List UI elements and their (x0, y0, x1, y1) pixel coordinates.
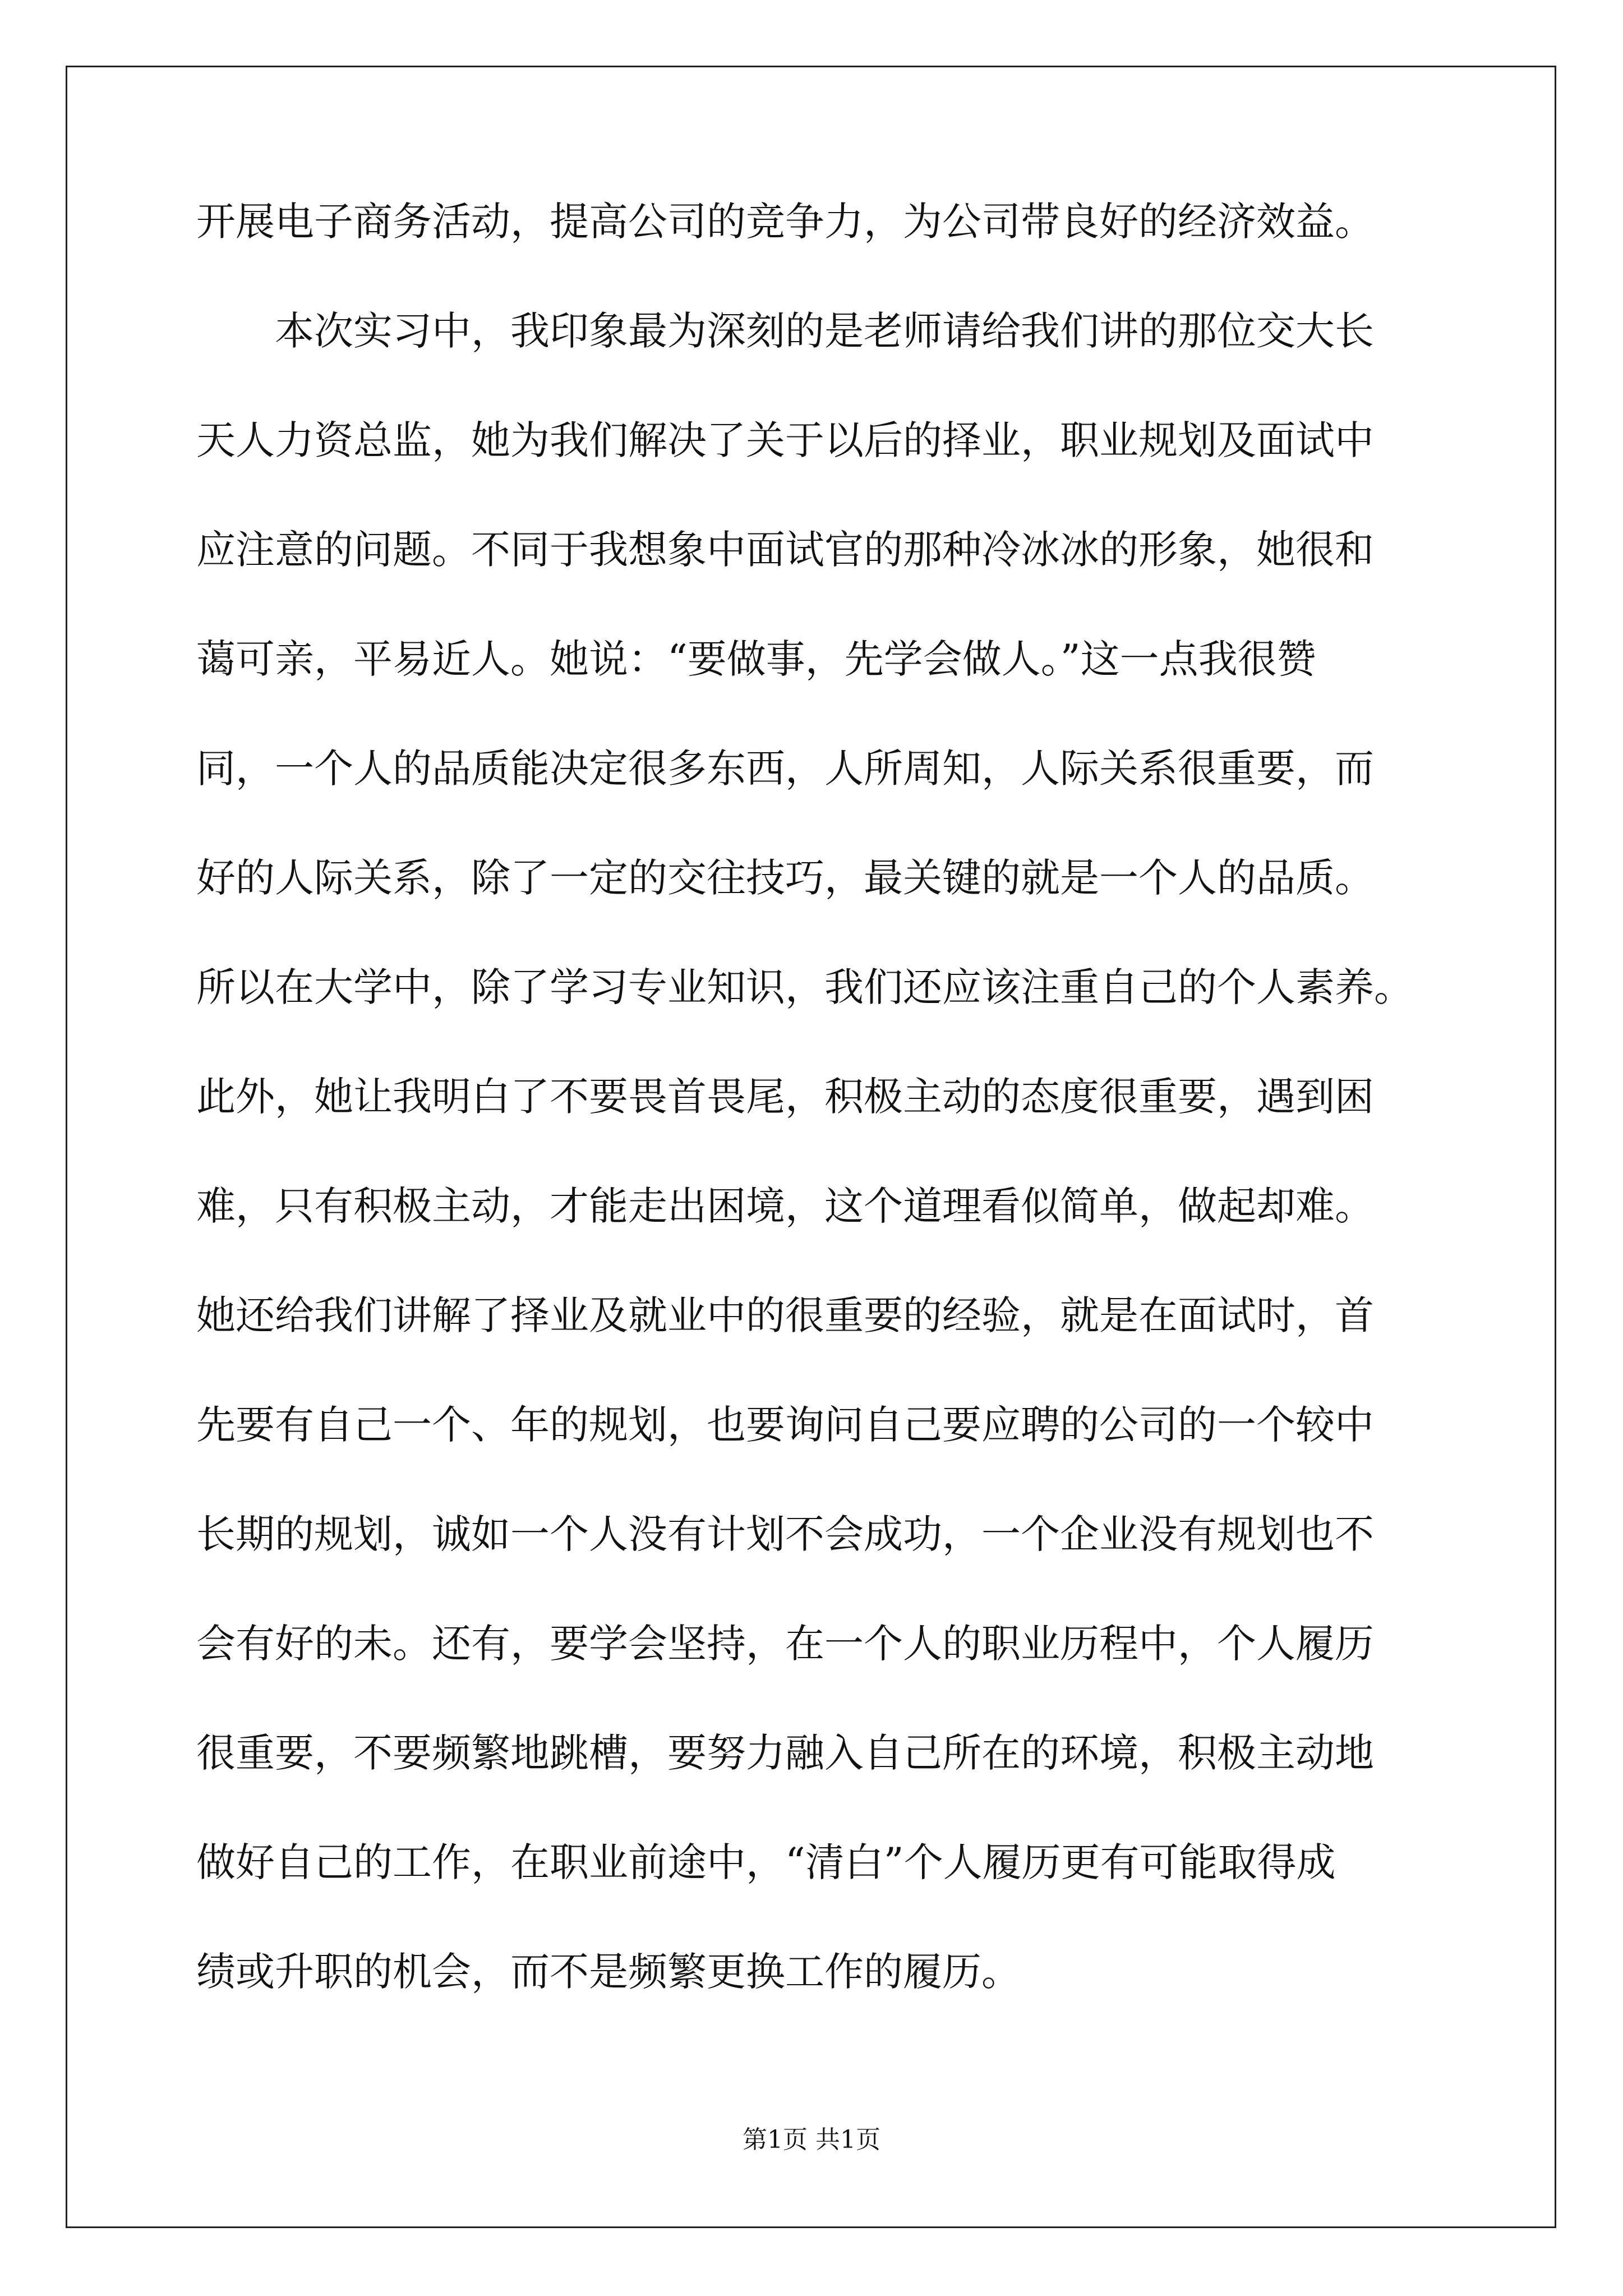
text-line: 难，只有积极主动，才能走出困境，这个道理看似简单，做起却难。 (196, 1183, 1374, 1229)
text-line: 她还给我们讲解了择业及就业中的很重要的经验，就是在面试时，首 (196, 1292, 1374, 1338)
text-line: 会有好的未。还有，要学会坚持，在一个人的职业历程中，个人履历 (196, 1621, 1374, 1667)
text-line: 绩或升职的机会，而不是频繁更换工作的履历。 (196, 1949, 1021, 1995)
text-line: 所以在大学中，除了学习专业知识，我们还应该注重自己的个人素养。 (196, 964, 1413, 1010)
text-line: 天人力资总监，她为我们解决了关于以后的择业，职业规划及面试中 (196, 417, 1374, 463)
text-line: 开展电子商务活动，提高公司的竞争力，为公司带良好的经济效益。 (196, 199, 1374, 245)
text-line: 好的人际关系，除了一定的交往技巧，最关键的就是一个人的品质。 (196, 855, 1374, 901)
text-line: 此外，她让我明白了不要畏首畏尾，积极主动的态度很重要，遇到困 (196, 1074, 1374, 1120)
text-line: 同，一个人的品质能决定很多东西，人所周知，人际关系很重要，而 (196, 746, 1374, 792)
text-line: 应注意的问题。不同于我想象中面试官的那种冷冰冰的形象，她很和 (196, 527, 1374, 573)
text-line: 蔼可亲，平易近人。她说：“要做事，先学会做人。”这一点我很赞 (196, 636, 1316, 682)
text-line: 长期的规划，诚如一个人没有计划不会成功，一个企业没有规划也不 (196, 1511, 1374, 1557)
text-line: 先要有自己一个、年的规划，也要询问自己要应聘的公司的一个较中 (196, 1402, 1374, 1448)
paragraph-first-line: 本次实习中，我印象最为深刻的是老师请给我们讲的那位交大长 (275, 308, 1374, 354)
text-line: 很重要，不要频繁地跳槽，要努力融入自己所在的环境，积极主动地 (196, 1730, 1374, 1776)
page-number-footer: 第1页 共1页 (743, 2125, 880, 2154)
text-line: 做好自己的工作，在职业前途中，“清白”个人履历更有可能取得成 (196, 1839, 1336, 1885)
page-border (66, 66, 1556, 2228)
